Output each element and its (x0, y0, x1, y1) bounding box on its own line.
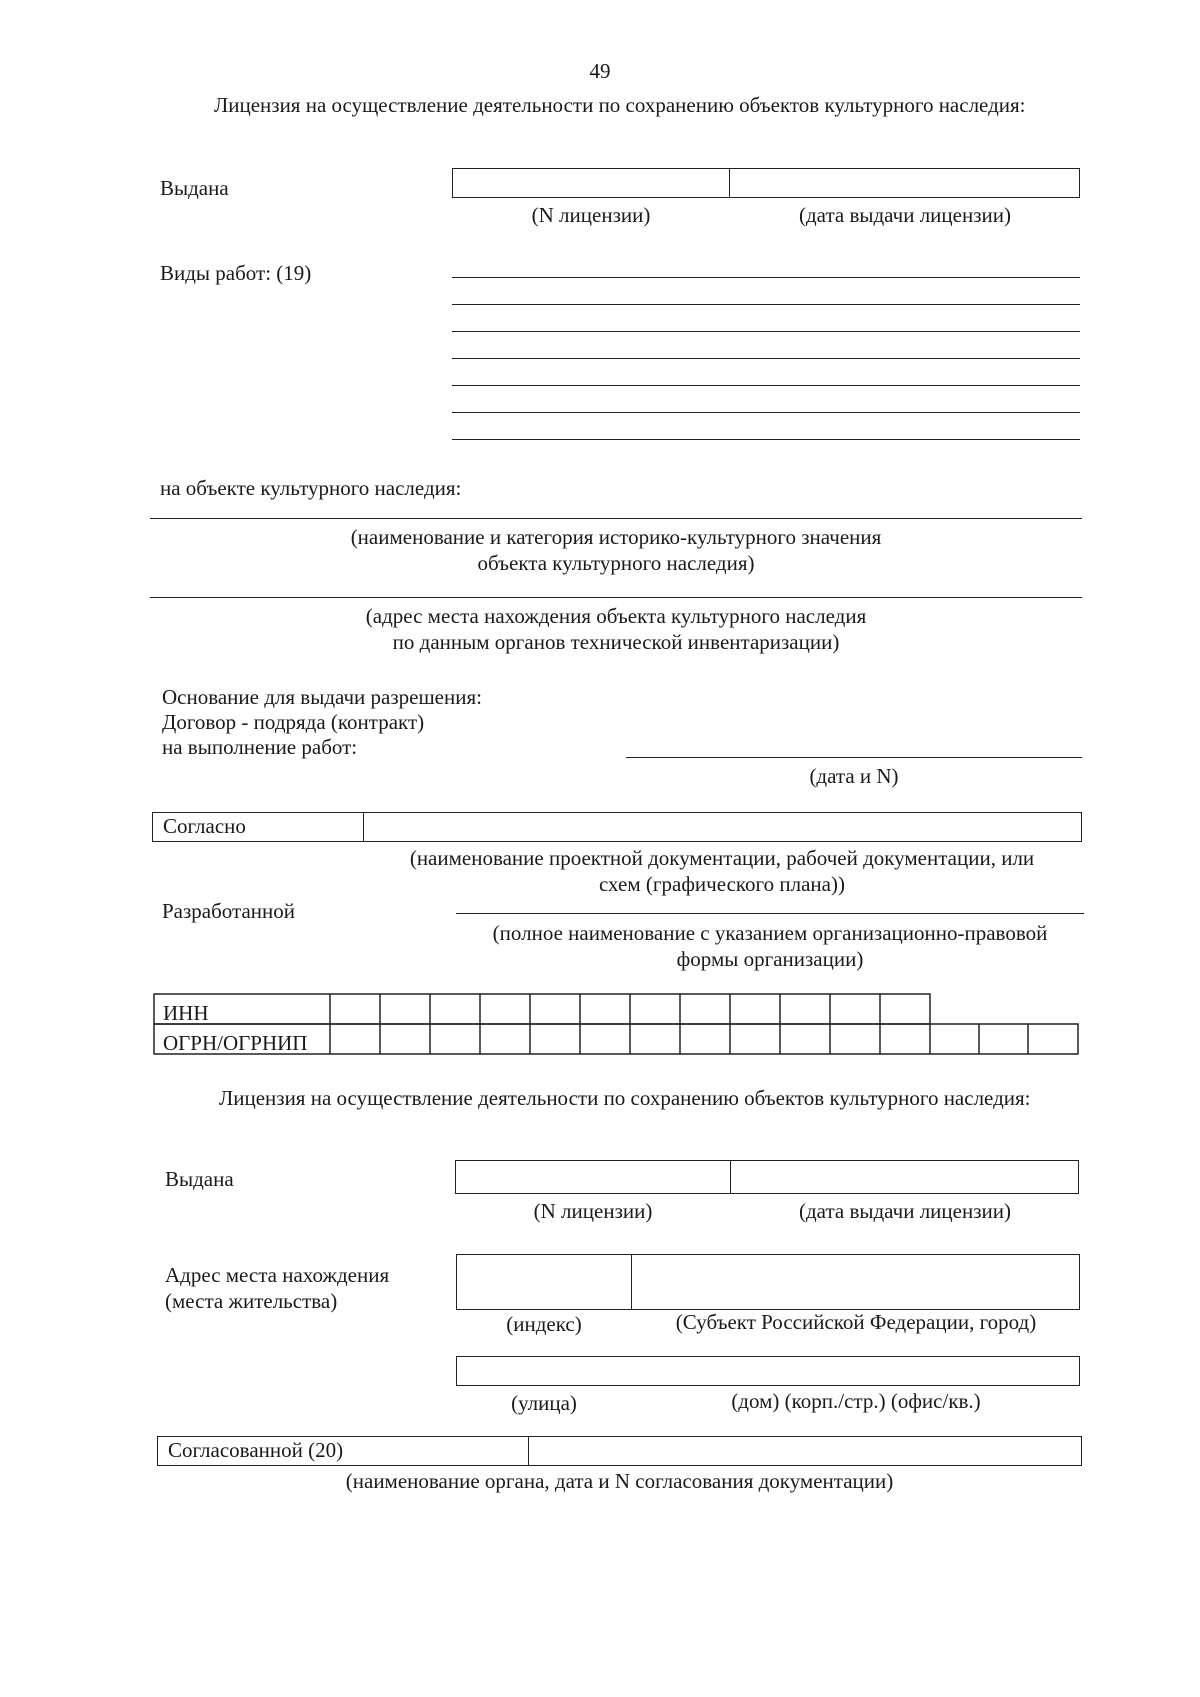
work-types-line-3[interactable] (452, 331, 1080, 332)
license-date-caption-1: (дата выдачи лицензии) (799, 203, 1011, 227)
page-number: 49 (589, 59, 611, 83)
agreed-caption: (наименование органа, дата и N согласования документации) (345, 1469, 894, 1493)
index-caption: (индекс) (506, 1312, 582, 1336)
according-divider (363, 813, 364, 841)
org-caption-1: (полное наименование с указанием организационно-правовой (492, 921, 1048, 945)
house-caption: (дом) (корп./стр.) (офис/кв.) (731, 1389, 981, 1413)
developed-line[interactable] (456, 913, 1084, 914)
inn-label: ИНН (163, 1001, 209, 1025)
basis-line-3: на выполнение работ: (162, 735, 358, 759)
address-field[interactable] (456, 1254, 1080, 1310)
license-intro-1: Лицензия на осуществление деятельности по сохранению объектов культурного наследия: (214, 93, 1026, 117)
license-intro-2: Лицензия на осуществление деятельности по сохранению объектов культурного наследия: (219, 1086, 1031, 1110)
contract-caption: (дата и N) (809, 764, 899, 788)
license-date-caption-2: (дата выдачи лицензии) (799, 1199, 1011, 1223)
basis-line-2: Договор - подряда (контракт) (162, 710, 425, 734)
issued-label-1: Выдана (160, 176, 229, 200)
doc-caption-2: схем (графического плана)) (599, 872, 845, 896)
license-field-divider (729, 169, 730, 197)
according-label: Согласно (163, 814, 246, 838)
work-types-line-7[interactable] (452, 439, 1080, 440)
street-caption: (улица) (511, 1391, 577, 1415)
work-types-line-6[interactable] (452, 412, 1080, 413)
ogrn-label: ОГРН/ОГРНИП (163, 1031, 308, 1055)
agreed-label: Согласованной (20) (168, 1438, 344, 1462)
heritage-address-caption-2: по данным органов технической инвентаризации) (392, 630, 840, 654)
address-label-1: Адрес места нахождения (165, 1263, 390, 1287)
agreed-field[interactable] (157, 1436, 1082, 1466)
doc-caption-1: (наименование проектной документации, рабочей документации, или (409, 846, 1035, 870)
heritage-object-label: на объекте культурного наследия: (160, 476, 462, 500)
license-field-1[interactable] (452, 168, 1080, 198)
heritage-name-caption-2: объекта культурного наследия) (477, 551, 755, 575)
work-types-line-4[interactable] (452, 358, 1080, 359)
agreed-divider (528, 1437, 529, 1465)
license-field-divider-2 (730, 1161, 731, 1193)
address-label-2: (места жительства) (165, 1289, 338, 1313)
work-types-label: Виды работ: (19) (160, 261, 312, 285)
address-field-divider (631, 1255, 632, 1309)
org-caption-2: формы организации) (676, 947, 864, 971)
heritage-address-line[interactable] (150, 597, 1082, 598)
issued-label-2: Выдана (165, 1167, 234, 1191)
license-number-caption-1: (N лицензии) (531, 203, 651, 227)
heritage-address-caption-1: (адрес места нахождения объекта культурного наследия (365, 604, 867, 628)
work-types-line-1[interactable] (452, 277, 1080, 278)
according-field[interactable] (152, 812, 1082, 842)
developed-label: Разработанной (162, 899, 295, 923)
heritage-name-line[interactable] (150, 518, 1082, 519)
work-types-line-5[interactable] (452, 385, 1080, 386)
contract-line[interactable] (626, 757, 1082, 758)
work-types-line-2[interactable] (452, 304, 1080, 305)
basis-line-1: Основание для выдачи разрешения: (162, 685, 482, 709)
license-field-2[interactable] (455, 1160, 1079, 1194)
heritage-name-caption-1: (наименование и категория историко-культурного значения (350, 525, 882, 549)
street-field[interactable] (456, 1356, 1080, 1386)
region-caption: (Субъект Российской Федерации, город) (675, 1310, 1037, 1334)
license-number-caption-2: (N лицензии) (533, 1199, 653, 1223)
